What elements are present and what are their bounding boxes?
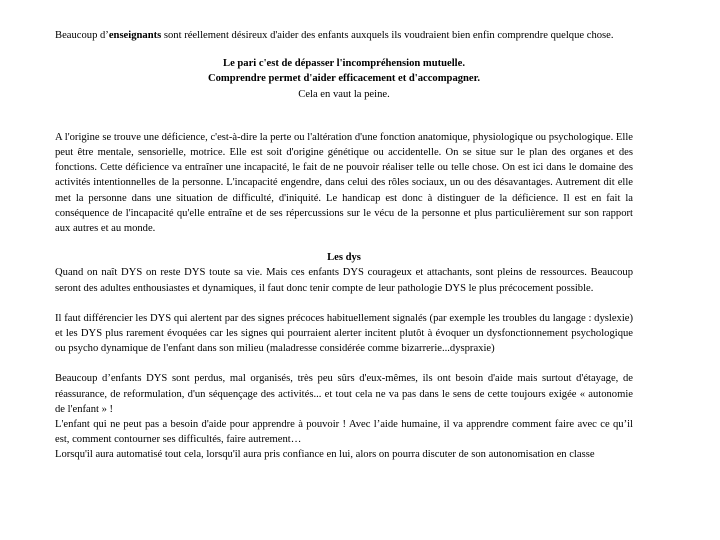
motto-line-3: Cela en vaut la peine. [298,88,390,100]
intro-text-after: sont réellement désireux d'aider des enfants auxquels ils voudraient bien enfin comprendre quelque chose. [161,30,614,41]
intro-emphasis: enseignants [108,30,162,41]
dys-paragraph-2: Il faut différencier les DYS qui alertent par des signes précoces habituellement signalés (par exemple les troubles du langage : dyslexie) et les DYS plus rarement évoquées car les signes qui pourraient alerter incitent plutôt à évoquer un dysfonctionnement psychologique ou psycho dynamique de l'enfant dans son milieu (maladresse considérée comme bizarrerie...dyspraxie) [55,312,633,355]
deficience-paragraph: A l'origine se trouve une déficience, c'est-à-dire la perte ou l'altération d'une fonction anatomique, physiologique ou psychologique. Elle peut être mentale, sensorielle, motrice. Elle est soit d'origine génétique ou accidentelle. On se situe sur le plan des organes et des fonctions. Cette déficience va entraîner une incapacité, le fait de ne pouvoir réaliser telle ou telle chose. On est ici dans le domaine des activités intentionnelles de la personne. L'incapacité engendre, dans celui des rôles sociaux, un ou des désavantages. Autrement dit elle met la personne dans une situation de difficulté, d'iniquité. Le handicap est donc à distinguer de la déficience. Il est en fait la conséquence de l'incapacité qu'elle entraîne et de ses répercussions sur le vécu de la personne et plus particulièrement sur son rapport aux autres et au monde. [55,131,633,235]
intro-text-before: Beaucoup d’ [55,30,109,41]
motto-line-1: Le pari c'est de dépasser l'incompréhension mutuelle. [223,58,465,70]
document-page [55,28,633,463]
motto-block [55,56,633,102]
section-heading-dys: Les dys [327,252,361,264]
dys-paragraph-5: Lorsqu'il aura automatisé tout cela, lorsqu'il aura pris confiance en lui, alors on pourra discuter de son autonomisation en classe [55,449,595,461]
dys-paragraph-3: Beaucoup d’enfants DYS sont perdus, mal organisés, très peu sûrs d'eux-mêmes, ils ont besoin d'aide mais surtout d'étayage, de réassurance, de reformulation, d'un séquençage des activités... et tout cela ne va pas dans le sens de cette toujours exigée « autonomie de l'enfant » ! [55,373,633,415]
dys-paragraph-4: L'enfant qui ne peut pas a besoin d'aide pour apprendre à pouvoir ! Avec l’aide humaine, il va apprendre comment faire avec ce qu’il est, comment contourner ses difficultés, faire autrement… [55,419,633,446]
dys-paragraph-1: Quand on naît DYS on reste DYS toute sa vie. Mais ces enfants DYS courageux et attachants, sont pleins de ressources. Beaucoup seront des adultes enthousiastes et dynamiques, il faut donc tenir compte de leur pathologie DYS le plus précocement possible. [55,267,633,294]
motto-line-2: Comprendre permet d'aider efficacement et d'accompagner. [207,73,481,85]
intro-paragraph [55,28,633,43]
